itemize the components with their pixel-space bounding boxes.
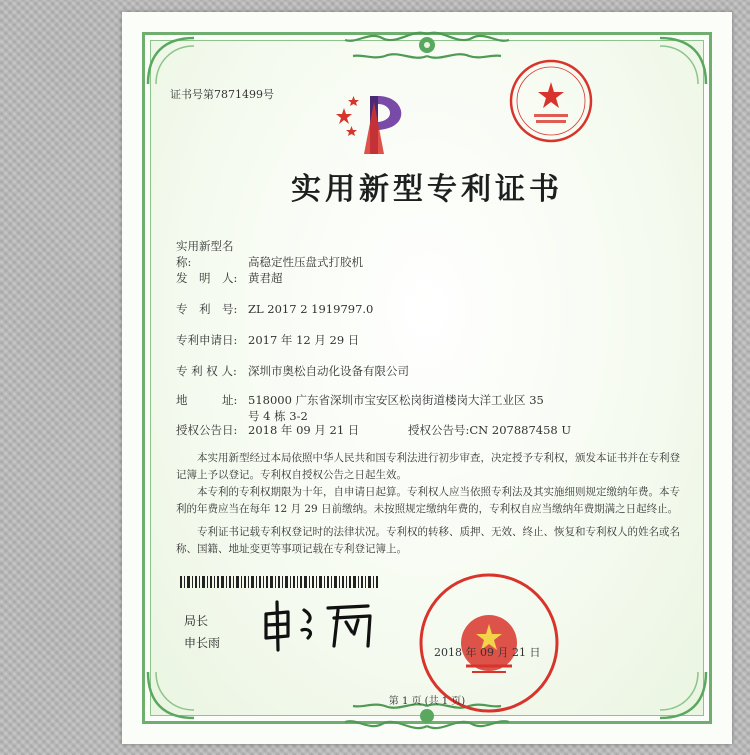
field-value: 518000 广东省深圳市宝安区松岗街道楼岗大洋工业区 35 — [248, 393, 544, 407]
corner-ornament-tl-icon — [144, 34, 204, 94]
certificate-number: 证书号第7871499号 — [170, 88, 274, 101]
field-extra-value: CN 207887458 U — [469, 423, 572, 437]
body-paragraph: 专利证书记载专利权登记时的法律状况。专利权的转移、质押、无效、终止、恢复和专利权人的姓名或名称、国籍、地址变更等事项记载在专利登记簿上。 — [176, 526, 680, 555]
field-inventor — [176, 270, 283, 286]
field-label: 专 利 权 人: — [176, 364, 237, 378]
field-label: 专利申请日: — [176, 333, 238, 347]
field-application-date — [176, 332, 359, 348]
seal-date: 2018 年 09 月 21 日 — [434, 646, 541, 659]
body-paragraph: 本专利的专利权期限为十年，自申请日起算。专利权人应当依照专利法及其实施细则规定缴纳年费。本专利的年费应当在每年 12 月 29 日前缴纳。未按照规定缴纳年费的，专利权自应当缴纳年费期满之日起终止。 — [176, 486, 680, 515]
agency-seal-icon — [506, 56, 596, 146]
body-paragraph: 本实用新型经过本局依照中华人民共和国专利法进行初步审查，决定授予专利权，颁发本证书并在专利登记簿上予以登记。专利权自授权公告之日起生效。 — [176, 452, 680, 481]
field-value-line2: 号 4 栋 3-2 — [248, 409, 308, 423]
signature-name: 申长雨 — [184, 636, 221, 650]
patent-office-logo-icon — [334, 92, 414, 158]
field-extra-label: 授权公告号: — [408, 423, 470, 437]
field-patentee — [176, 363, 409, 379]
top-ornament-icon — [327, 26, 527, 68]
certificate-body — [176, 450, 686, 558]
field-label: 发 明 人: — [176, 271, 238, 285]
field-value: 黄君超 — [248, 271, 283, 285]
page-footer: 第 1 页 (共 1 页) — [388, 696, 466, 707]
corner-ornament-tr-icon — [650, 34, 710, 94]
field-value: 2017 年 12 月 29 日 — [248, 333, 360, 347]
field-label: 实用新型名称: — [176, 239, 234, 269]
field-label: 授权公告日: — [176, 423, 238, 437]
field-value: 深圳市奥松自动化设备有限公司 — [248, 364, 409, 378]
certificate-paper — [122, 12, 732, 744]
field-patent-number — [176, 301, 373, 317]
field-grant-date — [176, 422, 696, 438]
signature-title: 局长 — [184, 614, 209, 628]
handwritten-signature-icon — [258, 598, 388, 654]
field-label: 专 利 号: — [176, 302, 238, 316]
certificate-title: 实用新型专利证书 — [291, 172, 563, 207]
field-utility-model-name — [176, 238, 363, 270]
barcode-icon — [180, 576, 380, 588]
field-address — [176, 392, 544, 424]
field-value: ZL 2017 2 1919797.0 — [248, 302, 374, 316]
field-value: 高稳定性压盘式打胶机 — [248, 255, 363, 269]
field-value: 2018 年 09 月 21 日 — [248, 423, 360, 437]
field-label: 地 址: — [176, 393, 238, 407]
